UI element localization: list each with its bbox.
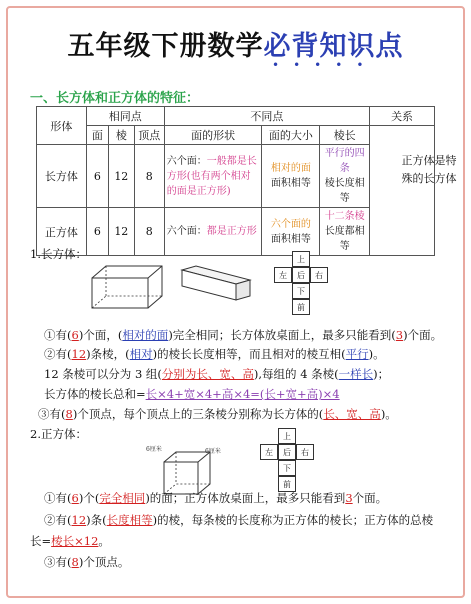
- text-segment: ③有(: [44, 555, 72, 569]
- text-segment: 面积相等: [270, 178, 311, 189]
- subheader-vertex: 顶点: [134, 126, 164, 145]
- text-segment: 。: [98, 534, 110, 548]
- text-segment: 六个面：: [166, 155, 207, 167]
- cube-vertices: 8: [134, 208, 164, 256]
- cube-face-size: [262, 208, 320, 256]
- text-segment: 长度相等: [106, 513, 153, 527]
- text-segment: )个(: [78, 491, 100, 505]
- page-title: [0, 24, 471, 63]
- emphasis-dots: •••••: [272, 58, 378, 72]
- header-diff: 不同点: [164, 107, 369, 126]
- cuboid-solid-figure: [180, 266, 252, 306]
- cuboid-faces: 6: [86, 145, 108, 208]
- features-table: [36, 106, 435, 256]
- cube-point-1: [44, 490, 387, 506]
- text-segment: )；: [373, 367, 390, 381]
- net-face-top: 上: [292, 251, 310, 267]
- text-segment: )的面；正方体放桌面上，最多只能看到: [145, 491, 346, 505]
- text-segment: )的棱，每条棱的长度称为正方体的棱长；正方体的总棱: [152, 513, 434, 527]
- cuboid-point-1: [44, 327, 442, 343]
- row-name-cube: 正方体: [37, 208, 87, 256]
- text-segment: 棱长×12: [51, 534, 99, 548]
- net-face-right: 右: [310, 267, 328, 283]
- header-same: 相同点: [86, 107, 164, 126]
- text-segment: 长×4+宽×4+高×4=(长+宽+高)×4: [145, 387, 340, 401]
- text-segment: 6: [71, 328, 79, 342]
- text-segment: ②有(: [44, 347, 72, 361]
- cuboid-edge-length: [320, 145, 370, 208]
- cube-edges: 12: [108, 208, 134, 256]
- text-segment: )条棱，(: [86, 347, 130, 361]
- text-segment: )个面。: [403, 328, 443, 342]
- text-segment: 一般都是长方形(也有两个相对的面是正方形): [166, 155, 257, 197]
- cuboid-point-4: [44, 386, 340, 402]
- text-segment: 都是正方形: [206, 226, 257, 237]
- text-segment: ①有(: [44, 328, 72, 342]
- text-segment: )个顶点。: [78, 555, 130, 569]
- text-segment: )。: [368, 347, 385, 361]
- text-segment: 平行的四条: [324, 148, 365, 174]
- text-segment: 相对: [129, 347, 153, 361]
- net-face-bottom: 下: [278, 460, 296, 476]
- title-part1: 五年级下册数学: [67, 31, 264, 62]
- text-segment: 平行: [345, 347, 369, 361]
- text-segment: 一样长: [338, 367, 374, 381]
- net-face-left: 左: [274, 267, 292, 283]
- text-segment: 12: [71, 347, 87, 361]
- cube-face-shape: [164, 208, 262, 256]
- cube-point-2: [44, 512, 433, 528]
- net-face-left: 左: [260, 444, 278, 460]
- text-segment: ①有(: [44, 491, 72, 505]
- cuboid-edges: 12: [108, 145, 134, 208]
- cuboid-wireframe-figure: [88, 262, 168, 312]
- subheader-edge-length: 棱长: [320, 126, 370, 145]
- cuboid-heading: 1.长方体：: [30, 247, 87, 261]
- cube-wireframe-figure: [160, 448, 220, 496]
- text-segment: )个面，(: [78, 328, 123, 342]
- row-name-cuboid: 长方体: [37, 145, 87, 208]
- cube-edge-length: [320, 208, 370, 256]
- text-segment: ③有(: [38, 407, 66, 421]
- text-segment: ②有(: [44, 513, 72, 527]
- header-shape: 形体: [37, 107, 87, 145]
- text-segment: 相对的面: [270, 163, 311, 174]
- text-segment: 长、宽、高: [323, 407, 381, 421]
- cube-edge-label-left: 6厘米: [146, 446, 162, 453]
- text-segment: )的棱长长度相等，而且相对的棱互相(: [152, 347, 346, 361]
- text-segment: 十二条棱: [324, 211, 365, 222]
- section-heading-features: 一、长方体和正方体的特征：: [30, 91, 200, 106]
- header-relation: 关系: [370, 107, 435, 126]
- text-segment: 8: [71, 555, 79, 569]
- text-segment: 完全相同: [99, 491, 146, 505]
- text-segment: 8: [65, 407, 73, 421]
- cuboid-point-5: [38, 406, 397, 422]
- text-segment: )完全相同；长方体放桌面上，最多只能看到(: [168, 328, 396, 342]
- net-face-back: 后: [278, 444, 296, 460]
- cube-edge-label-right: 6厘米: [205, 448, 221, 455]
- subheader-edge: 棱: [108, 126, 134, 145]
- text-segment: 长方体的棱长总和=: [44, 387, 146, 401]
- cube-point-2-continued: [30, 533, 110, 549]
- subheader-face-size: 面的大小: [262, 126, 320, 145]
- text-segment: 长度都相等: [324, 226, 365, 252]
- title-part2: 必背知识点: [263, 31, 404, 62]
- text-segment: 相对的面: [122, 328, 169, 342]
- text-segment: 六个面：: [166, 226, 207, 237]
- net-face-front: 前: [278, 476, 296, 492]
- cube-heading: 2.正方体：: [30, 427, 87, 441]
- text-segment: )。: [380, 407, 397, 421]
- cube-faces: 6: [86, 208, 108, 256]
- text-segment: 棱长度相等: [324, 178, 365, 204]
- cuboid-face-shape: [164, 145, 262, 208]
- text-segment: 个面。: [352, 491, 388, 505]
- text-segment: 6: [71, 491, 79, 505]
- text-segment: 长=: [30, 534, 52, 548]
- net-face-front: 前: [292, 299, 310, 315]
- cuboid-face-size: [262, 145, 320, 208]
- cuboid-point-2: [44, 346, 385, 362]
- text-segment: 12: [71, 513, 87, 527]
- text-segment: 3: [345, 491, 353, 505]
- text-segment: )条(: [86, 513, 107, 527]
- cuboid-point-3: [44, 366, 389, 382]
- net-face-back: 后: [292, 267, 310, 283]
- net-face-bottom: 下: [292, 283, 310, 299]
- subheader-face-shape: 面的形状: [164, 126, 262, 145]
- text-segment: 分别为长、宽、高: [161, 367, 254, 381]
- text-segment: )个顶点，每个顶点上的三条棱分别称为长方体的(: [72, 407, 324, 421]
- text-segment: 面积相等: [270, 233, 311, 245]
- cube-point-3: [44, 554, 129, 570]
- text-segment: 六个面的: [270, 218, 311, 230]
- text-segment: 3: [395, 328, 404, 342]
- text-segment: ),每组的 4 条棱(: [253, 367, 339, 381]
- cuboid-vertices: 8: [134, 145, 164, 208]
- text-segment: 12 条棱可以分为 3 组(: [44, 367, 162, 381]
- relation-text: 正方体是特殊的长方体: [401, 154, 457, 185]
- subheader-face: 面: [86, 126, 108, 145]
- net-face-right: 右: [296, 444, 314, 460]
- net-face-top: 上: [278, 428, 296, 444]
